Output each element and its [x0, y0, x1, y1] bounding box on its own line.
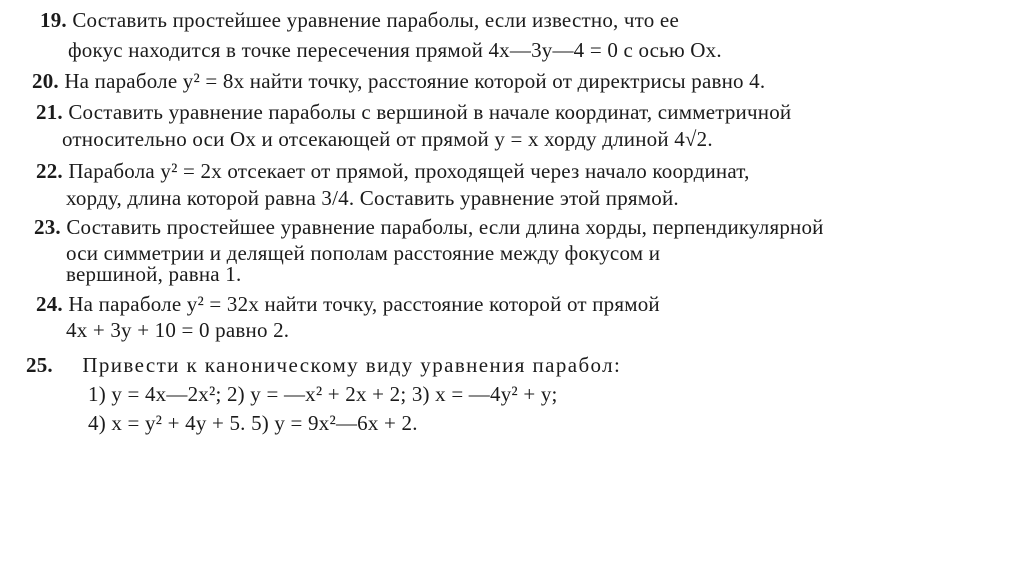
problem-22-line-1	[36, 159, 750, 183]
problem-21-text-1: Составить уравнение параболы с вершиной в начале координат, симметричной	[68, 100, 792, 124]
problem-22-text-2: хорду, длина которой равна 3/4. Составить уравнение этой прямой.	[66, 186, 679, 210]
problem-21-text-2: относительно оси Ox и отсекающей от прямой y = x хорду длиной 4√2.	[62, 127, 713, 151]
problem-25-line-1	[26, 353, 621, 377]
problem-19-line-1	[40, 8, 679, 32]
problem-25-text-1: Привести к каноническому виду уравнения парабол:	[82, 353, 622, 377]
problem-20-text-1: На параболе y² = 8x найти точку, расстояние которой от директрисы равно 4.	[64, 69, 766, 93]
problem-23-text-1: Составить простейшее уравнение параболы, если длина хорды, перпендикулярной	[66, 215, 824, 239]
problem-24-line-2	[66, 318, 289, 342]
problem-24-line-1	[36, 292, 660, 316]
problem-23-text-2: оси симметрии и делящей пополам расстояние между фокусом и	[66, 241, 661, 265]
problem-20-number: 20.	[32, 69, 59, 93]
problem-25-line-3	[88, 411, 418, 435]
problem-22-number: 22.	[36, 159, 63, 183]
problem-22-line-2	[66, 186, 679, 210]
problem-23-text-3: вершиной, равна 1.	[66, 262, 242, 286]
problem-25-line-2	[88, 382, 558, 406]
problem-19-text-2: фокус находится в точке пересечения прямой 4x—3y—4 = 0 с осью Ox.	[68, 38, 722, 62]
problem-23-number: 23.	[34, 215, 61, 239]
problem-24-text-1: На параболе y² = 32x найти точку, расстояние которой от прямой	[68, 292, 660, 316]
problem-21-line-1	[36, 100, 791, 124]
problem-25-number: 25.	[26, 353, 53, 377]
problem-24-number: 24.	[36, 292, 63, 316]
problem-22-text-1: Парабола y² = 2x отсекает от прямой, проходящей через начало координат,	[68, 159, 750, 183]
problem-24-text-2: 4x + 3y + 10 = 0 равно 2.	[66, 318, 290, 342]
problem-19-line-2	[68, 38, 722, 62]
problem-25-text-3: 4) x = y² + 4y + 5. 5) y = 9x²—6x + 2.	[88, 411, 418, 435]
problem-20-line-1	[32, 69, 765, 93]
problem-21-number: 21.	[36, 100, 63, 124]
problem-23-line-3	[66, 262, 241, 286]
problem-21-line-2	[62, 127, 713, 151]
problem-23-line-1	[34, 215, 824, 239]
problem-19-number: 19.	[40, 8, 67, 32]
problem-25-text-2: 1) y = 4x—2x²; 2) y = —x² + 2x + 2; 3) x = —4y² + y;	[88, 382, 558, 406]
problem-19-text-1: Составить простейшее уравнение параболы, если известно, что ее	[72, 8, 679, 32]
